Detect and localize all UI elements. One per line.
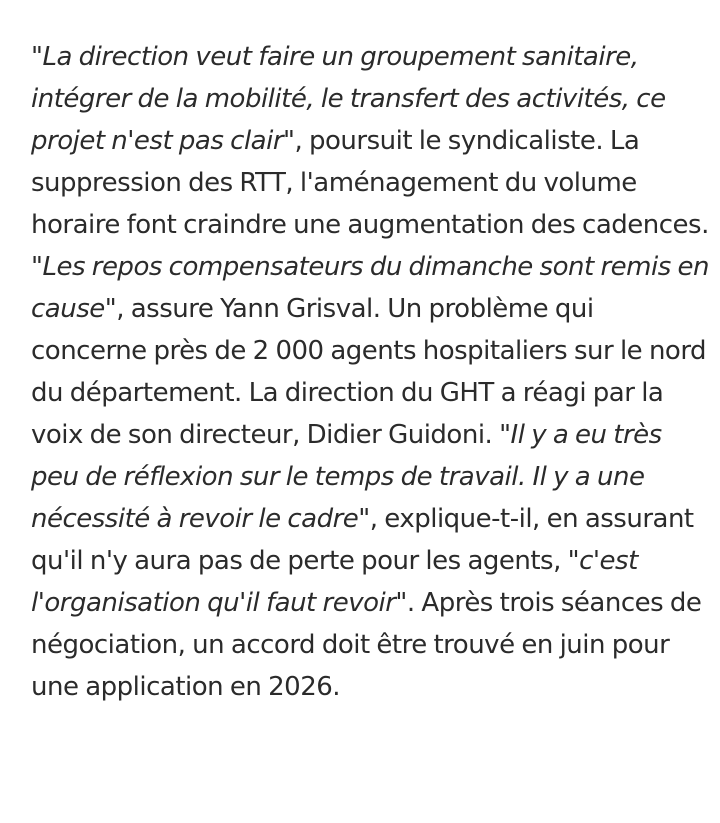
- text-negociation-2026: . Après trois séances de négociation, un accord doit être trouvé en juin pour une application en 2026.: [31, 588, 702, 702]
- quote-organisation: "c'est l'organisation qu'il faut revoir": [31, 546, 638, 618]
- quote-guidoni-reflexion: "Il y a eu très peu de réflexion sur le temps de travail. Il y a une nécessité à revoir le cadre": [31, 420, 662, 534]
- quote-direction-project: "La direction veut faire un groupement sanitaire, intégrer de la mobilité, le transfert des activités, ce projet n'est pas clair": [31, 42, 666, 156]
- article-body: [31, 36, 711, 708]
- quote-repos-compensateurs: "Les repos compensateurs du dimanche sont remis en cause": [31, 252, 709, 324]
- text-explique-agents: , explique-t-il, en assurant qu'il n'y aura pas de perte pour les agents,: [31, 504, 694, 576]
- article-paragraph: [31, 36, 711, 708]
- text-syndicalist-rtt: , poursuit le syndicaliste. La suppression des RTT, l'aménagement du volume horaire font craindre une augmentation des cadences.: [31, 126, 709, 240]
- text-grisval-ght: , assure Yann Grisval. Un problème qui concerne près de 2 000 agents hospitaliers sur le nord du département. La direction du GHT a réagi par la voix de son directeur, Didier Guidoni.: [31, 294, 707, 450]
